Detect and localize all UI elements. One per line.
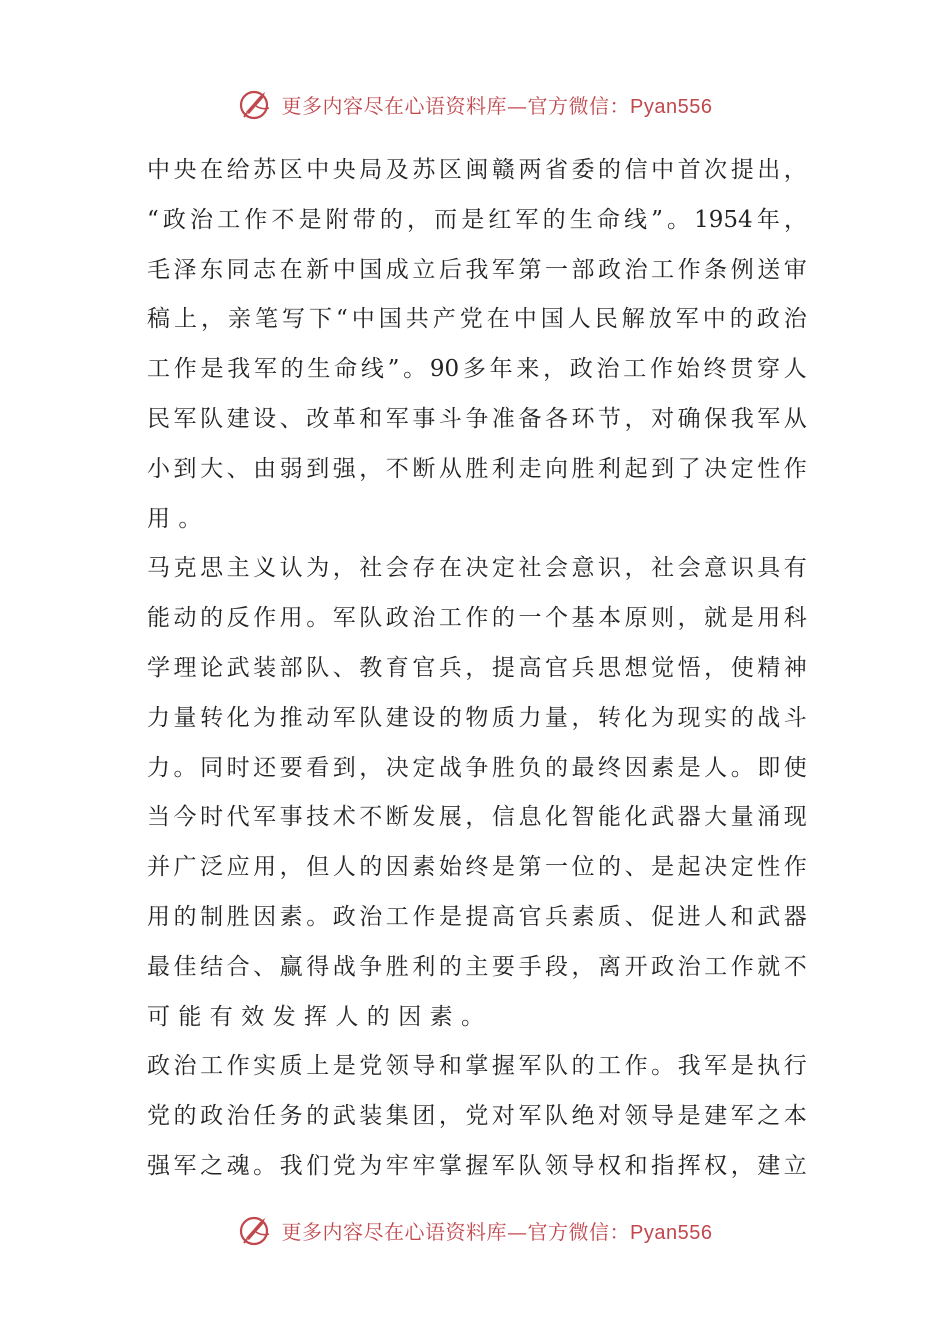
text-line: 政 治 工 作 实 质 上 是 党 领 导 和 掌 握 军 队 的 工 作 。 我 军 是 执 行 bbox=[147, 1053, 807, 1080]
pen-nib-circle-icon bbox=[238, 1212, 274, 1248]
text-line: 稿 上 ， 亲 笔 写 下 “ 中 国 共 产 党 在 中 国 人 民 解 放 军 中 的 政 治 bbox=[147, 306, 807, 333]
text-line: 用 的 制 胜 因 素 。 政 治 工 作 是 提 高 官 兵 素 质 、 促 进 人 和 武 器 bbox=[147, 903, 807, 930]
text-line: 中 央 在 给 苏 区 中 央 局 及 苏 区 闽 赣 两 省 委 的 信 中 首 次 提 出 ， bbox=[147, 157, 807, 183]
footer-banner-label: 更多内容尽在心语资料库—官方微信： bbox=[281, 1219, 631, 1244]
text-line: 最 佳 结 合 、 赢 得 战 争 胜 利 的 主 要 手 段 ， 离 开 政 治 工 作 就 不 bbox=[147, 953, 807, 980]
document-body bbox=[147, 146, 807, 1192]
text-line: “ 政 治 工 作 不 是 附 带 的 ， 而 是 红 军 的 生 命 线 ” 。 1954 年 ， bbox=[147, 206, 807, 233]
text-line: 党 的 政 治 任 务 的 武 装 集 团 ， 党 对 军 队 绝 对 领 导 是 建 军 之 本 bbox=[147, 1103, 807, 1130]
text-line: 强 军 之 魂 。 我 们 党 为 牢 牢 掌 握 军 队 领 导 权 和 指 挥 权 ， 建 立 bbox=[147, 1152, 807, 1179]
text-line: 学 理 论 武 装 部 队 、 教 育 官 兵 ， 提 高 官 兵 思 想 觉 悟 ， 使 精 神 bbox=[147, 654, 807, 681]
footer-wechat-id: Pyan556 bbox=[630, 1221, 713, 1244]
text-line: 工 作 是 我 军 的 生 命 线 ” 。 90 多 年 来 ， 政 治 工 作 始 终 贯 穿 人 bbox=[147, 356, 807, 383]
text-line: 力 量 转 化 为 推 动 军 队 建 设 的 物 质 力 量 ， 转 化 为 现 实 的 战 斗 bbox=[147, 704, 807, 731]
header-banner bbox=[0, 82, 950, 126]
text-line: 力 。 同 时 还 要 看 到 ， 决 定 战 争 胜 负 的 最 终 因 素 是 人 。 即 使 bbox=[147, 754, 807, 781]
text-line: 小 到 大 、 由 弱 到 强 ， 不 断 从 胜 利 走 向 胜 利 起 到 了 决 定 性 作 bbox=[147, 455, 807, 482]
pen-nib-circle-icon bbox=[238, 86, 274, 122]
header-banner-text bbox=[282, 90, 713, 119]
header-wechat-id: Pyan556 bbox=[630, 95, 713, 118]
text-line: 毛 泽 东 同 志 在 新 中 国 成 立 后 我 军 第 一 部 政 治 工 作 条 例 送 审 bbox=[147, 256, 807, 283]
header-banner-label: 更多内容尽在心语资料库—官方微信： bbox=[281, 93, 631, 118]
text-line: 民 军 队 建 设 、 改 革 和 军 事 斗 争 准 备 各 环 节 ， 对 确 保 我 军 从 bbox=[147, 405, 807, 432]
text-line: 马 克 思 主 义 认 为 ， 社 会 存 在 决 定 社 会 意 识 ， 社 会 意 识 具 有 bbox=[147, 555, 807, 582]
text-line: 当 今 时 代 军 事 技 术 不 断 发 展 ， 信 息 化 智 能 化 武 器 大 量 涌 现 bbox=[147, 804, 807, 831]
text-line: 能 动 的 反 作 用 。 军 队 政 治 工 作 的 一 个 基 本 原 则 ， 就 是 用 科 bbox=[147, 605, 807, 632]
text-line: 并 广 泛 应 用 ， 但 人 的 因 素 始 终 是 第 一 位 的 、 是 起 决 定 性 作 bbox=[147, 854, 807, 881]
footer-banner-text bbox=[282, 1216, 713, 1245]
text-line: 可能有效发挥人的因素。 bbox=[147, 1003, 493, 1030]
text-line: 用。 bbox=[147, 505, 210, 532]
footer-banner bbox=[0, 1208, 950, 1252]
